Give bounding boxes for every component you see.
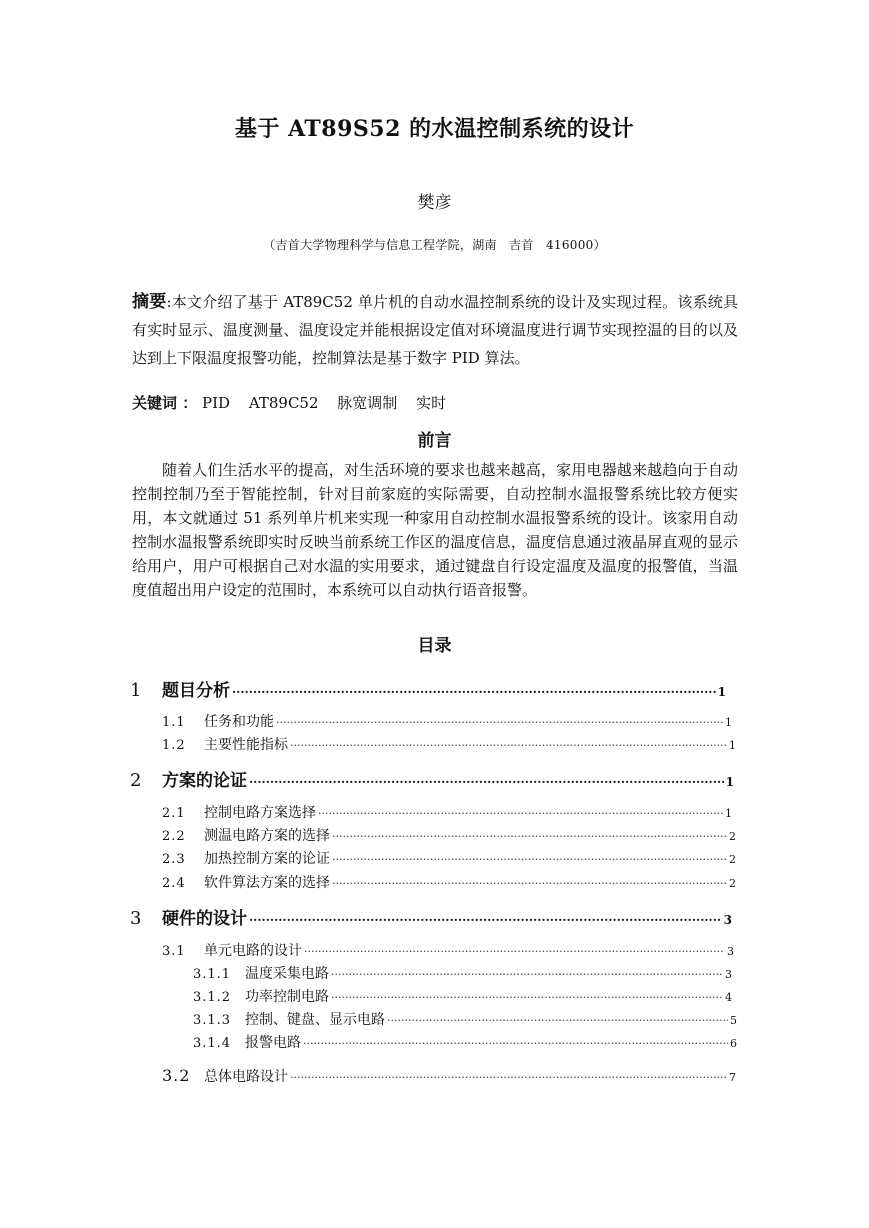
toc-entry[interactable] [193, 1009, 737, 1029]
toc-entry[interactable] [193, 1032, 737, 1052]
toc-entry[interactable] [193, 986, 732, 1006]
author-name: 樊彦 [417, 193, 452, 213]
toc-leader [276, 716, 723, 729]
toc-leader [249, 913, 722, 927]
abstract [132, 288, 738, 372]
toc-entry[interactable] [162, 802, 732, 822]
toc-number: 3.1.3 [193, 1013, 232, 1028]
toc-page: 4 [725, 991, 732, 1004]
toc-label: 主要性能指标 [204, 737, 288, 753]
toc-page: 1 [725, 807, 732, 820]
toc-number: 2.3 [162, 852, 186, 867]
toc-leader [331, 991, 723, 1004]
toc-page: 3 [723, 913, 732, 927]
toc-page: 5 [730, 1014, 737, 1027]
toc-label: 总体电路设计 [204, 1069, 288, 1085]
toc-number: 3.1.1 [193, 967, 232, 982]
toc-leader [331, 968, 723, 981]
toc-entry[interactable] [162, 825, 736, 845]
keyword: 实时 [416, 394, 447, 412]
toc-number: 2.2 [162, 829, 186, 844]
paper-title: 基于 AT89S52 的水温控制系统的设计 [234, 116, 635, 142]
toc-leader [318, 807, 723, 820]
preface-text: 随着人们生活水平的提高，对生活环境的要求也越来越高，家用电器越来越趋向于自动控制控制乃至于智能控制，针对目前家庭的实际需要，自动控制水温报警系统比较方便实用，本文就通过 51 系列单片机来实现一种家用自动控制水温报警系统的设计。该家用自动控制水温报警系统即实时反映当前系统工作区的温度信息，温度信息通过液晶屏直观的显示给用户，用户可根据自己对水温的实用要求，通过键盘自行设定温度及温度的报警值，当温度值超出用户设定的范围时，本系统可以自动执行语音报警。 [132, 461, 738, 599]
toc-leader [304, 945, 725, 958]
toc-number: 2.4 [162, 876, 186, 891]
toc-page: 1 [729, 739, 736, 752]
toc-label: 报警电路 [245, 1035, 301, 1051]
keyword: PID [202, 394, 231, 412]
toc-label: 控制、键盘、显示电路 [245, 1012, 385, 1028]
toc-page: 1 [725, 716, 732, 729]
toc-label: 测温电路方案的选择 [204, 828, 330, 844]
toc-leader [332, 830, 727, 843]
toc-label: 控制电路方案选择 [204, 805, 316, 821]
toc-entry[interactable] [130, 676, 726, 701]
toc-page: 2 [729, 877, 736, 890]
toc-entry[interactable] [130, 904, 732, 929]
toc-number: 1.1 [162, 715, 186, 730]
toc-label: 软件算法方案的选择 [204, 875, 330, 891]
toc-label: 单元电路的设计 [204, 943, 302, 959]
toc-leader [332, 853, 727, 866]
toc-label: 加热控制方案的论证 [204, 851, 330, 867]
toc-entry[interactable] [130, 766, 734, 791]
keywords [132, 392, 738, 413]
toc-page: 6 [730, 1037, 737, 1050]
toc-number: 1 [130, 680, 142, 701]
toc-number: 2 [130, 770, 142, 791]
toc-leader [332, 877, 727, 890]
toc-entry[interactable] [193, 963, 732, 983]
toc-number: 3.1.4 [193, 1036, 232, 1051]
toc-label: 方案的论证 [162, 771, 247, 791]
toc-page: 1 [725, 775, 734, 789]
toc-label: 任务和功能 [204, 714, 274, 730]
toc-page: 3 [725, 968, 732, 981]
keyword: 脉宽调制 [337, 394, 398, 412]
abstract-text: :本文介绍了基于 AT89C52 单片机的自动水温控制系统的设计及实现过程。该系统具有实时显示、温度测量、温度设定并能根据设定值对环境温度进行调节实现控温的目的以及达到上下限温度报警功能，控制算法是基于数字 PID 算法。 [132, 293, 739, 367]
toc-leader [232, 685, 716, 699]
toc-entry[interactable] [162, 848, 736, 868]
toc-label: 题目分析 [162, 681, 230, 701]
toc-leader [387, 1014, 728, 1027]
toc-entry[interactable] [162, 940, 734, 960]
affiliation: （吉首大学物理科学与信息工程学院，湖南 吉首 416000） [263, 238, 606, 252]
toc-page: 2 [729, 853, 736, 866]
toc-entry[interactable] [162, 711, 732, 731]
toc-number: 3.1.2 [193, 990, 232, 1005]
toc-leader [290, 739, 727, 752]
toc-heading: 目录 [417, 636, 452, 656]
toc-page: 1 [717, 685, 726, 699]
toc-label: 温度采集电路 [245, 966, 329, 982]
toc-number: 3 [130, 908, 142, 929]
toc-page: 2 [729, 830, 736, 843]
keywords-label: 关键词 ： [132, 394, 198, 412]
toc-page: 3 [727, 945, 734, 958]
preface-heading: 前言 [417, 431, 452, 451]
toc-entry[interactable] [162, 872, 736, 892]
abstract-label: 摘要 [132, 292, 167, 312]
toc-page: 7 [729, 1071, 736, 1084]
toc-number: 3.1 [162, 944, 186, 959]
toc-label: 功率控制电路 [245, 989, 329, 1005]
toc-entry[interactable] [162, 1066, 736, 1086]
toc-leader [290, 1071, 727, 1084]
toc-leader [303, 1037, 728, 1050]
toc-number: 3.2 [162, 1066, 191, 1085]
toc-entry[interactable] [162, 734, 736, 754]
toc-number: 2.1 [162, 806, 186, 821]
toc-number: 1.2 [162, 738, 186, 753]
toc-leader [249, 775, 724, 789]
keyword: AT89C52 [248, 394, 319, 412]
toc-label: 硬件的设计 [162, 909, 247, 929]
